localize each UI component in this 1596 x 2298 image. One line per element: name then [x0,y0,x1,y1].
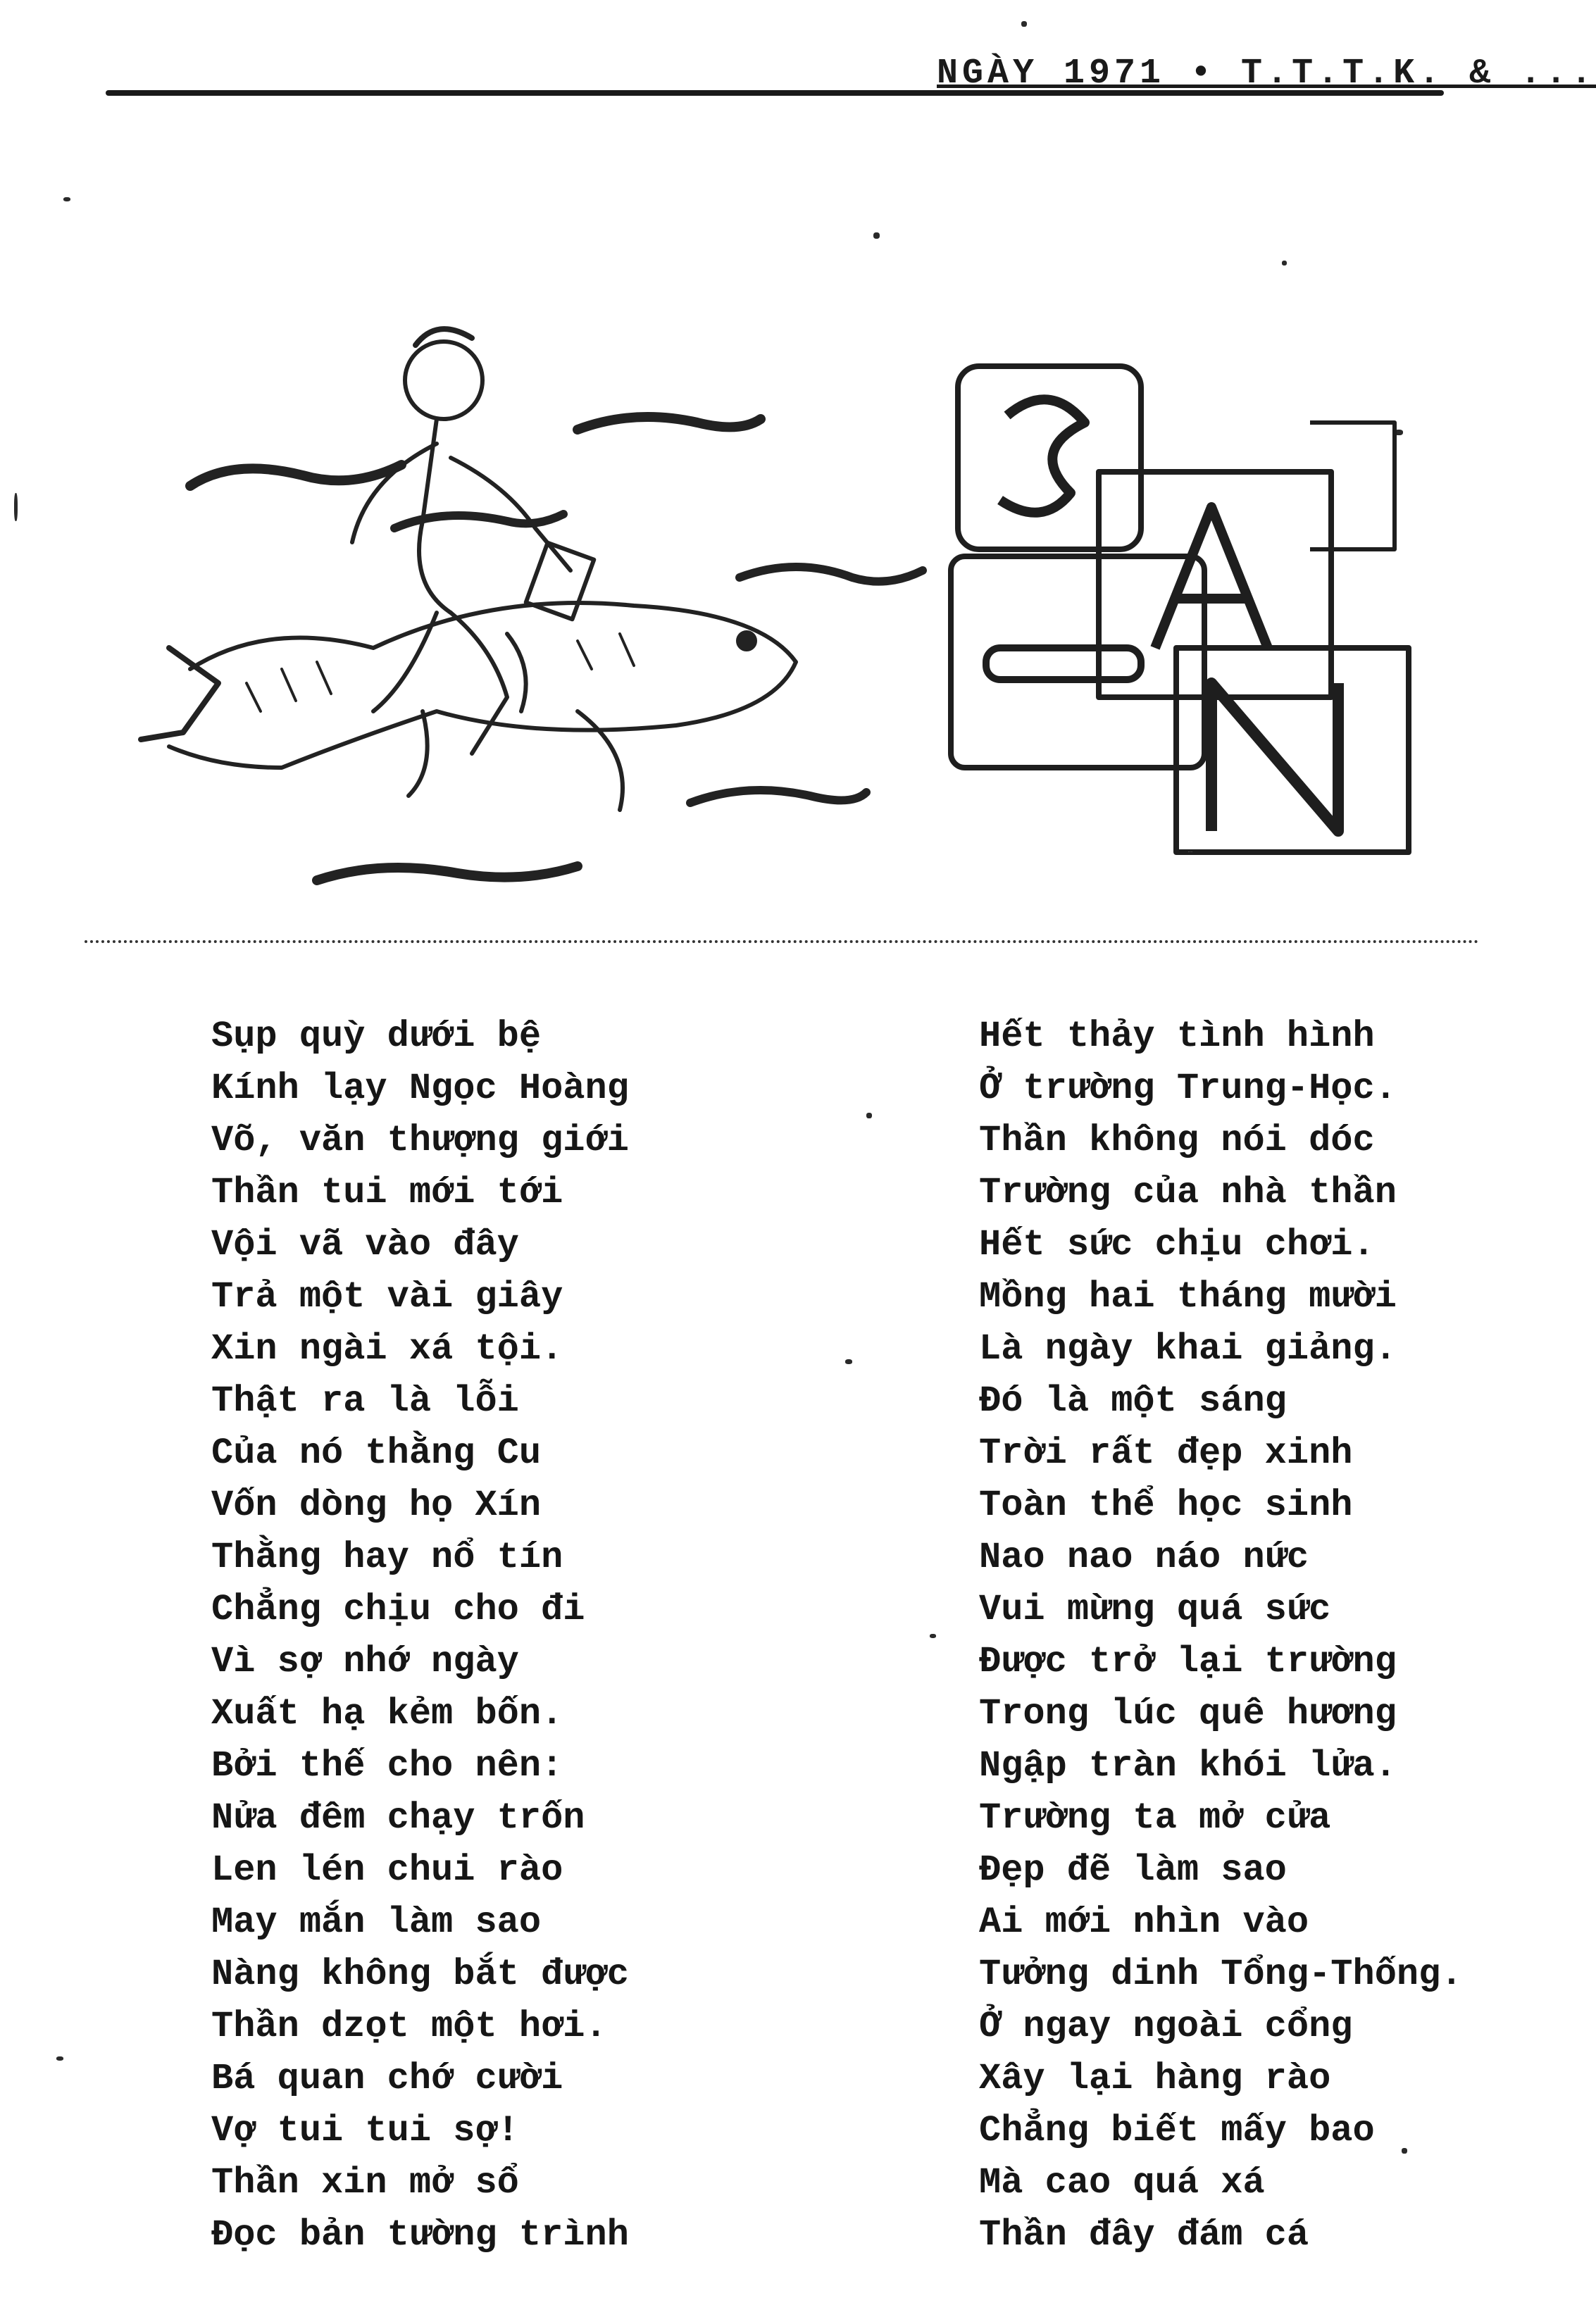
poem-line: Vốn dòng họ Xín [211,1485,542,1526]
poem-line: May mắn làm sao [211,1902,542,1943]
poem-line: Vui mừng quá sức [979,1589,1331,1630]
poem-line: Thần tui mới tới [211,1172,563,1213]
poem-line: Mồng hai tháng mười [979,1276,1397,1318]
poem-line: Ở ngay ngoài cổng [979,2006,1353,2047]
poem-line: Của nó thằng Cu [211,1432,542,1474]
poem-line: Xuất hạ kẻm bốn. [211,1693,563,1735]
print-speck [1282,261,1287,266]
print-speck [930,1634,936,1638]
poem-line: Nao nao náo nức [979,1537,1309,1578]
poem-line: Toàn thể học sinh [979,1485,1353,1526]
poem-line: Hết thảy tình hình [979,1016,1375,1057]
title-art-text: SỔ TAY HÁN [1187,852,1193,853]
poem-line: Trong lúc quê hương [979,1693,1397,1735]
poem-line: Ai mới nhìn vào [979,1902,1309,1943]
poem-line: Mà cao quá xá [979,2162,1265,2204]
poem-line: Tưởng dinh Tổng-Thống. [979,1954,1463,1995]
poem-line: Vì sợ nhớ ngày [211,1641,519,1682]
print-speck [845,1359,852,1364]
poem-line: Võ, văn thượng giới [211,1120,629,1161]
poem-line: Ở trường Trung-Học. [979,1068,1397,1109]
poem-line: Nửa đêm chạy trốn [211,1797,585,1839]
poem-line: Len lén chui rào [211,1849,563,1891]
poem-line: Thần đây đám cá [979,2214,1309,2256]
poem-line: Vợ tui tui sợ! [211,2110,519,2152]
poem-line: Trường của nhà thần [979,1172,1397,1213]
poem-line: Trả một vài giây [211,1276,563,1318]
poem-line: Xây lại hàng rào [979,2058,1331,2099]
poem-line: Đọc bản tường trình [211,2214,629,2256]
boy-riding-fish-illustration [141,317,937,951]
poem-line: Đó là một sáng [979,1380,1287,1422]
poem-line: Bá quan chớ cười [211,2058,563,2099]
poem-line: Thần dzọt một hơi. [211,2006,607,2047]
poem-line: Thằng hay nổ tín [211,1537,563,1578]
print-speck [1021,21,1027,27]
poem-line: Trời rất đẹp xinh [979,1432,1353,1474]
header-issue-text: NGÀY 1971 • T.T.T.K. & ... [937,54,1596,94]
print-speck [63,197,70,201]
poem-line: Bởi thế cho nên: [211,1745,563,1787]
poem-line: Thật ra là lỗi [211,1380,519,1422]
print-speck [866,1113,872,1118]
print-speck [56,2056,63,2061]
poem-left-column [211,1011,775,2261]
poem-line: Sụp quỳ dưới bệ [211,1016,542,1057]
poem-line: Xin ngài xá tội. [211,1328,563,1370]
section-divider [85,940,1479,946]
poem-line: Chẳng chịu cho đi [211,1589,585,1630]
poem-line: Trường ta mở cửa [979,1797,1331,1839]
poem-line: Nàng không bắt được [211,1954,629,1995]
poem-line: Thần xin mở sổ [211,2162,519,2204]
poem-line: Chẳng biết mấy bao [979,2110,1375,2152]
stylized-title-lettering [944,352,1437,859]
print-speck [873,232,880,239]
poem-line: Kính lạy Ngọc Hoàng [211,1068,629,1109]
poem-line: Vội vã vào đây [211,1224,519,1266]
poem-line: Ngập tràn khói lửa. [979,1745,1397,1787]
poem-right-column [979,1011,1486,2261]
poem-line: Đẹp đẽ làm sao [979,1849,1287,1891]
poem-line: Hết sức chịu chơi. [979,1224,1375,1266]
print-speck [14,493,18,521]
poem-line: Được trở lại trường [979,1641,1397,1682]
poem-line: Là ngày khai giảng. [979,1328,1397,1370]
poem-line: Thần không nói dóc [979,1120,1375,1161]
